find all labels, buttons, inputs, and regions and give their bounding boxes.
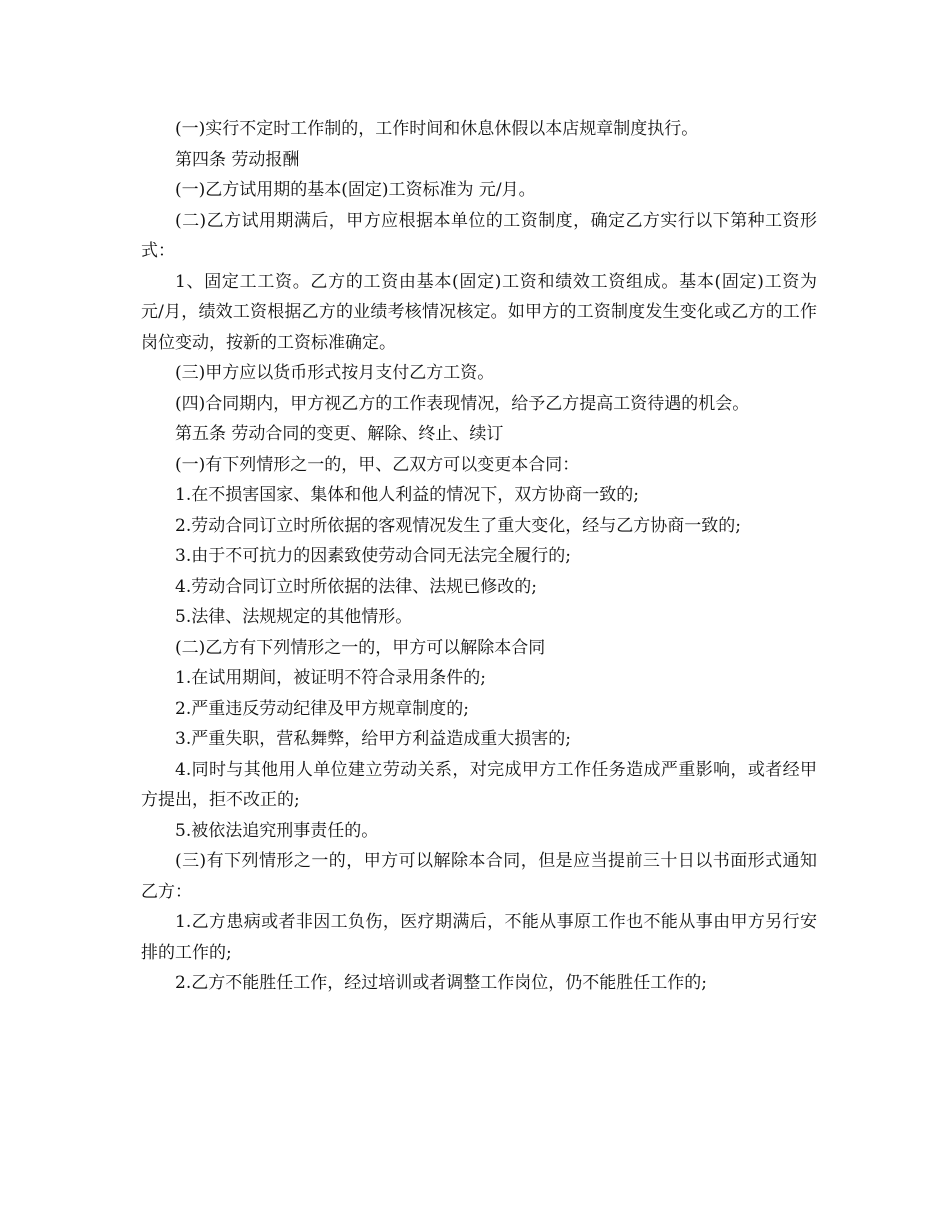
- paragraph: (二)乙方有下列情形之一的，甲方可以解除本合同: [175, 637, 546, 658]
- list-item: 5.法律、法规规定的其他情形。: [175, 607, 413, 627]
- paragraph: 1、固定工工资。乙方的工资由基本(固定)工资和绩效工资组成。基本(固定)工资为 元/月，绩效工资根据乙方的业绩考核情况核定。如甲方的工资制度发生变化或乙方的工作岗位变动，按新的工资标准确定。: [141, 271, 817, 353]
- paragraph: (三)甲方应以货币形式按月支付乙方工资。: [175, 363, 495, 383]
- document-body: [141, 114, 817, 999]
- list-item: 3.严重失职，营私舞弊，给甲方利益造成重大损害的;: [175, 729, 571, 749]
- paragraph: (一)实行不定时工作制的，工作时间和休息休假以本店规章制度执行。: [175, 119, 699, 139]
- list-item: 3.由于不可抗力的因素致使劳动合同无法完全履行的;: [175, 546, 571, 566]
- paragraph: (二)乙方试用期满后，甲方应根据本单位的工资制度，确定乙方实行以下第种工资形式：: [141, 210, 817, 261]
- list-item: 4.劳动合同订立时所依据的法律、法规已修改的;: [175, 576, 537, 597]
- list-item: 2.劳动合同订立时所依据的客观情况发生了重大变化，经与乙方协商一致的;: [175, 515, 741, 536]
- list-item: 1.在试用期间，被证明不符合录用条件的;: [175, 668, 486, 688]
- list-item: 1.在不损害国家、集体和他人利益的情况下，双方协商一致的;: [175, 485, 639, 505]
- paragraph: (一)有下列情形之一的，甲、乙双方可以变更本合同：: [175, 454, 580, 475]
- list-item: 1.乙方患病或者非因工负伤，医疗期满后，不能从事原工作也不能从事由甲方另行安排的工作的;: [141, 912, 817, 963]
- list-item: 2.严重违反劳动纪律及甲方规章制度的;: [175, 698, 469, 719]
- list-item: 4.同时与其他用人单位建立劳动关系，对完成甲方工作任务造成严重影响，或者经甲方提出，拒不改正的;: [141, 759, 817, 810]
- section-heading: 第四条 劳动报酬: [175, 149, 300, 170]
- paragraph: (四)合同期内，甲方视乙方的工作表现情况，给予乙方提高工资待遇的机会。: [175, 393, 750, 414]
- section-heading: 第五条 劳动合同的变更、解除、终止、续订: [175, 424, 504, 444]
- list-item: 5.被依法追究刑事责任的。: [175, 820, 379, 841]
- list-item: 2.乙方不能胜任工作，经过培训或者调整工作岗位，仍不能胜任工作的;: [175, 973, 707, 993]
- paragraph: (一)乙方试用期的基本(固定)工资标准为 元/月。: [175, 180, 536, 200]
- paragraph: (三)有下列情形之一的，甲方可以解除本合同，但是应当提前三十日以书面形式通知乙方：: [141, 851, 817, 902]
